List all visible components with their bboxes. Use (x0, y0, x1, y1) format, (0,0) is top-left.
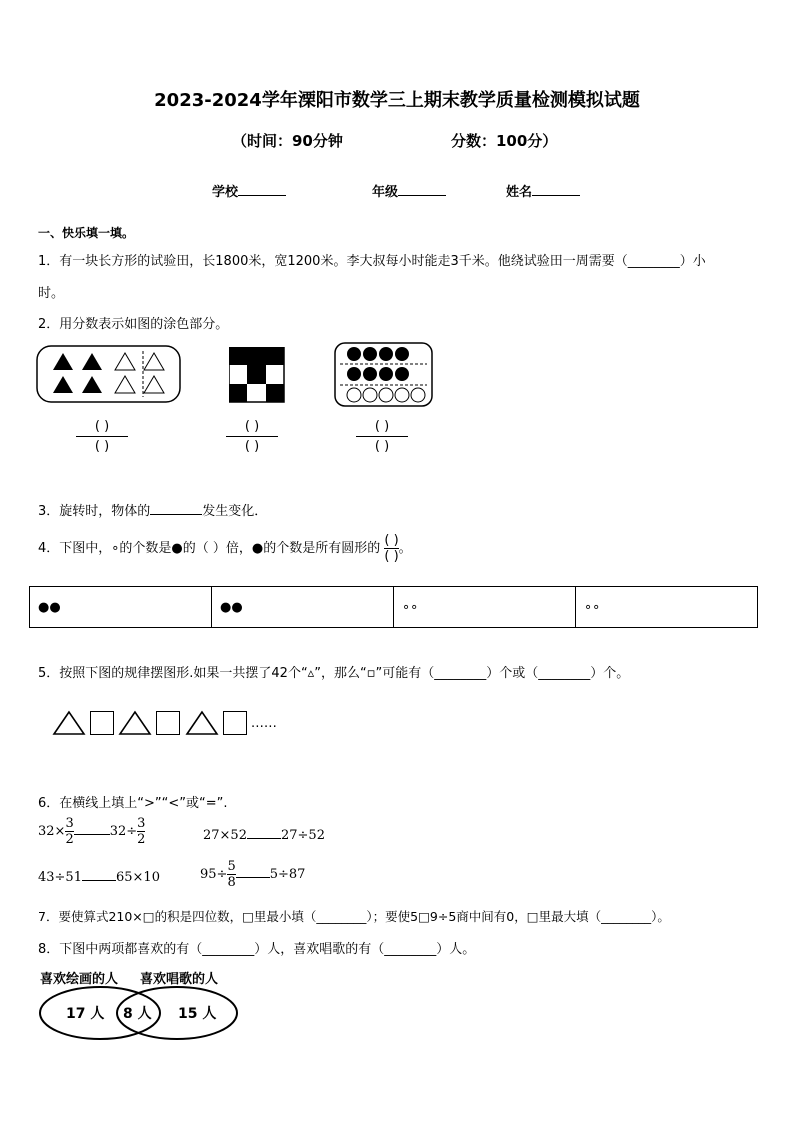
triangle-icon (118, 710, 152, 736)
checker-figure (229, 347, 286, 403)
compare-blank[interactable] (74, 834, 110, 835)
school-blank[interactable] (238, 183, 286, 196)
shape-pattern (52, 710, 277, 736)
q4-table (29, 586, 758, 628)
expr-text: 27÷52 (280, 828, 325, 843)
name-blank[interactable] (532, 183, 580, 196)
denominator: 2 (137, 832, 146, 847)
compare-1 (38, 816, 145, 847)
square-icon (156, 711, 180, 735)
fraction-answer-3[interactable] (356, 419, 408, 454)
denominator: 8 (227, 875, 236, 890)
compare-blank[interactable] (82, 880, 116, 881)
question-1: 1．有一块长方形的试验田，长1800米，宽1200米。李大叔每小时能走3千米。他绕试验田一周需要（________）小 (38, 254, 706, 269)
exam-time: （时间：90分钟 (232, 132, 343, 150)
school-field[interactable] (212, 181, 286, 200)
fraction-answer-1[interactable] (76, 419, 128, 454)
triangles-figure (36, 345, 182, 403)
question-7: 7．要使算式210×□的积是四位数，□里最小填（________）；要使5□9÷5商中间有0，□里最大填（________）。 (38, 909, 670, 924)
numerator: 5 (227, 859, 236, 874)
expr-text: 5÷87 (269, 867, 306, 882)
grade-blank[interactable] (398, 183, 446, 196)
expr-text: 27×52 (203, 828, 247, 843)
question-1-cont: 时。 (38, 286, 65, 301)
numerator: 3 (137, 816, 146, 831)
numerator-blank[interactable]: ( ) (384, 533, 399, 548)
denominator-blank[interactable]: ( ) (384, 549, 399, 564)
venn-label-sing: 喜欢唱歌的人 (140, 972, 219, 987)
denominator-blank[interactable]: ( ) (374, 439, 390, 454)
numerator-blank[interactable]: ( ) (244, 419, 260, 434)
fraction (137, 816, 145, 847)
name-field[interactable] (506, 181, 580, 200)
expr-text: 43÷51 (38, 870, 82, 885)
triangle-icon (185, 710, 219, 736)
circles-figure (334, 342, 434, 408)
numerator: 3 (65, 816, 74, 831)
q3-text-a: 3．旋转时，物体的 (38, 504, 151, 519)
expr-text: 32× (38, 824, 66, 839)
venn-label-draw: 喜欢绘画的人 (40, 972, 119, 987)
venn-mid-count: 8 人 (123, 1006, 152, 1022)
name-label: 姓名 (506, 185, 533, 200)
exam-score: 分数：100分） (451, 132, 558, 150)
denominator-blank[interactable]: ( ) (94, 439, 110, 454)
section-heading: 一、快乐填一填。 (38, 226, 135, 240)
table-cell: ∘∘ (394, 587, 576, 628)
denominator: 2 (65, 832, 74, 847)
q4-text-a: 4．下图中，∘的个数是●的（ ）倍，●的个数是所有圆形的 (38, 541, 381, 556)
question-5: 5．按照下图的规律摆图形.如果一共摆了42个“▵”，那么“▫”可能有（________）个或（________）个。 (38, 666, 630, 681)
grade-label: 年级 (372, 185, 399, 200)
grade-field[interactable] (372, 181, 446, 200)
venn-right-count: 15 人 (178, 1006, 217, 1022)
compare-4 (200, 859, 305, 890)
table-cell: ●● (212, 587, 394, 628)
compare-3 (38, 870, 160, 885)
table-cell: ∘∘ (576, 587, 758, 628)
fraction (65, 816, 73, 847)
q4-fraction-blank[interactable] (384, 533, 398, 564)
q4-text-b: 。 (398, 541, 412, 556)
school-label: 学校 (212, 185, 239, 200)
question-4 (38, 533, 412, 564)
numerator-blank[interactable]: ( ) (94, 419, 110, 434)
expr-text: 95÷ (200, 867, 228, 882)
fraction-answer-2[interactable] (226, 419, 278, 454)
compare-blank[interactable] (247, 838, 281, 839)
triangle-icon (52, 710, 86, 736)
expr-text: 32÷ (109, 824, 138, 839)
expr-text: 65×10 (115, 870, 160, 885)
question-2: 2．用分数表示如图的涂色部分。 (38, 317, 229, 332)
compare-2 (203, 828, 325, 843)
question-6: 6．在横线上填上“>”“<”或“=”. (38, 796, 228, 811)
q3-text-b: 发生变化． (202, 504, 268, 519)
denominator-blank[interactable]: ( ) (244, 439, 260, 454)
q3-blank[interactable] (150, 514, 202, 515)
question-3 (38, 500, 267, 519)
page-title: 2023-2024学年溧阳市数学三上期末教学质量检测模拟试题 (154, 90, 640, 111)
square-icon (90, 711, 114, 735)
fraction (227, 859, 235, 890)
square-icon (223, 711, 247, 735)
venn-left-count: 17 人 (66, 1006, 105, 1022)
compare-blank[interactable] (236, 877, 270, 878)
ellipsis: …… (250, 715, 277, 731)
table-cell: ●● (30, 587, 212, 628)
question-8: 8．下图中两项都喜欢的有（________）人，喜欢唱歌的有（________）人。 (38, 942, 476, 957)
numerator-blank[interactable]: ( ) (374, 419, 390, 434)
